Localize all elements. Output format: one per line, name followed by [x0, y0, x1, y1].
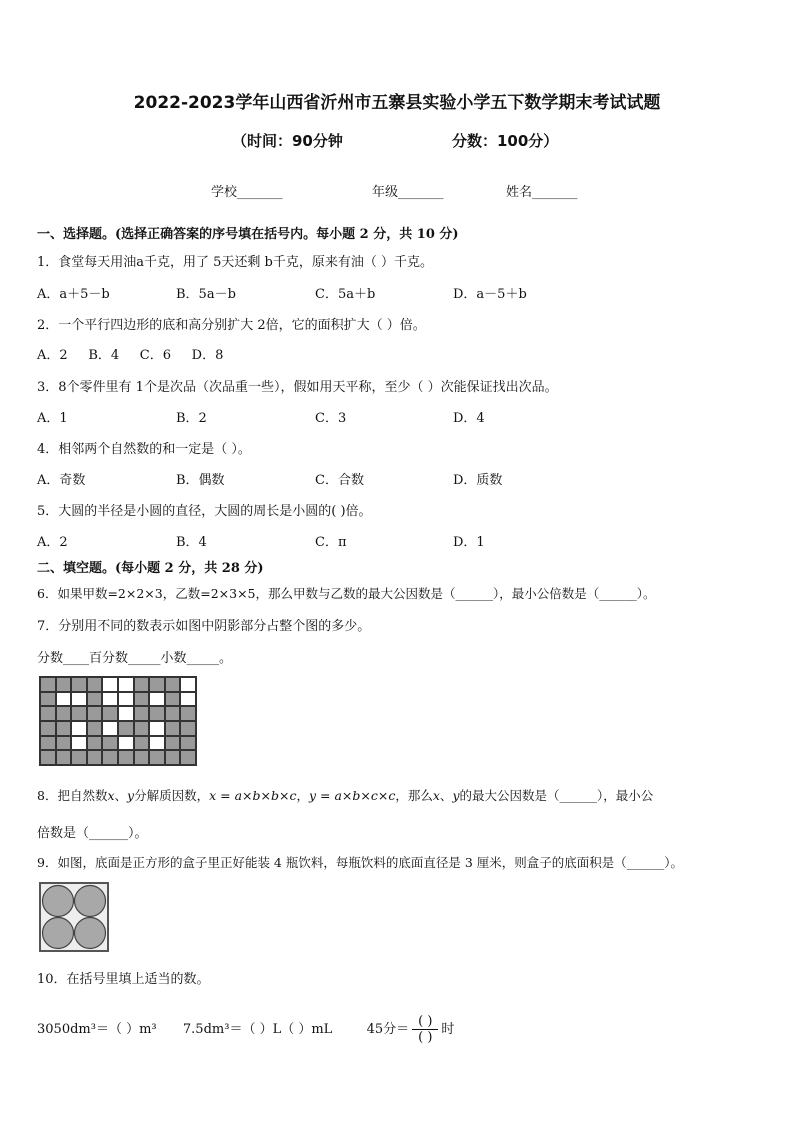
grid-cell	[180, 721, 196, 736]
grid-cell	[56, 750, 72, 765]
grid-cell	[40, 750, 56, 765]
q1-option-d[interactable]: D．a－5＋b	[453, 287, 527, 302]
grid-cell	[71, 736, 87, 751]
q1-option-c[interactable]: C．5a＋b	[315, 287, 376, 302]
q1-option-a[interactable]: A．a＋5－b	[37, 287, 110, 302]
q3-option-c[interactable]: C．3	[315, 411, 347, 426]
question-4: 4．相邻两个自然数的和一定是（ ）。	[37, 442, 251, 457]
q10-fraction[interactable]	[412, 1014, 438, 1045]
grid-cell	[180, 692, 196, 707]
grid-cell	[149, 750, 165, 765]
q8-text-a: 8．把自然数	[37, 788, 108, 803]
grid-cell	[134, 736, 150, 751]
grid-cell	[165, 677, 181, 692]
q8-text-b-2: 、	[439, 788, 453, 803]
q10-volume-2[interactable]: 7.5dm³＝（ ）L（ ）mL	[182, 1022, 333, 1037]
grid-cell	[118, 736, 134, 751]
q8-equation-y: y = a×b×c×c	[308, 788, 396, 803]
section1-heading: 一、选择题。(选择正确答案的序号填在括号内。每小题 2 分，共 10 分)	[37, 227, 459, 242]
grid-cell	[56, 677, 72, 692]
q8-var-y-2: y	[452, 788, 460, 803]
grid-cell	[180, 677, 196, 692]
grid-cell	[118, 677, 134, 692]
grid-cell	[165, 750, 181, 765]
grid-cell	[180, 706, 196, 721]
q4-option-b[interactable]: B．偶数	[176, 473, 225, 488]
grid-cell	[56, 706, 72, 721]
question-8-line2: 倍数是（______）。	[37, 826, 148, 841]
grid-cell	[40, 736, 56, 751]
grid-cell	[165, 706, 181, 721]
q3-option-b[interactable]: B．2	[176, 411, 207, 426]
q8-equation-x: x = a×b×b×c	[209, 788, 297, 803]
q8-text-d: ，	[296, 788, 309, 803]
grid-cell	[87, 721, 103, 736]
q4-option-a[interactable]: A．奇数	[37, 473, 86, 488]
grid-cell	[102, 721, 118, 736]
q8-text-e: ，那么	[395, 788, 433, 803]
grid-cell	[56, 736, 72, 751]
fraction-numerator[interactable]: ( )	[412, 1014, 438, 1030]
q8-text-b: 、	[114, 788, 128, 803]
grid-cell	[56, 721, 72, 736]
shaded-grid-figure	[39, 676, 197, 766]
grid-cell	[149, 721, 165, 736]
grid-cell	[71, 750, 87, 765]
question-10: 10．在括号里填上适当的数。	[37, 972, 210, 987]
question-1: 1．食堂每天用油a千克，用了 5天还剩 b千克，原来有油（ ）千克。	[37, 255, 434, 270]
q5-option-b[interactable]: B．4	[176, 535, 207, 550]
q8-var-x: x	[107, 788, 115, 803]
grid-cell	[40, 677, 56, 692]
grid-cell	[87, 706, 103, 721]
grid-cell	[102, 750, 118, 765]
question-2: 2．一个平行四边形的底和高分别扩大 2倍，它的面积扩大（ ）倍。	[37, 318, 426, 333]
grid-cell	[165, 736, 181, 751]
grid-cell	[102, 706, 118, 721]
q8-text-f: 的最大公因数是（______），最小公	[459, 788, 654, 803]
q1-option-b[interactable]: B．5a－b	[176, 287, 236, 302]
question-10-blanks	[37, 1014, 454, 1045]
q5-option-a[interactable]: A．2	[37, 535, 68, 550]
grid-cell	[149, 692, 165, 707]
grid-cell	[118, 706, 134, 721]
grid-cell	[134, 677, 150, 692]
q4-option-d[interactable]: D．质数	[453, 473, 503, 488]
grid-cell	[180, 736, 196, 751]
grid-cell	[87, 750, 103, 765]
fraction-denominator[interactable]: ( )	[418, 1030, 433, 1045]
four-circles-icon	[41, 884, 107, 950]
exam-score: 分数：100分）	[452, 132, 559, 150]
q10-time-label: 45分＝	[366, 1022, 410, 1037]
school-field[interactable]: 学校_______	[211, 185, 283, 200]
q4-option-c[interactable]: C．合数	[315, 473, 364, 488]
grid-cell	[71, 692, 87, 707]
grid-cell	[149, 677, 165, 692]
q8-var-x-2: x	[432, 788, 440, 803]
question-3: 3．8个零件里有 1个是次品（次品重一些），假如用天平称，至少（ ）次能保证找出次品。	[37, 380, 558, 395]
grid-cell	[134, 706, 150, 721]
grid-cell	[102, 692, 118, 707]
grid-cell	[134, 750, 150, 765]
grid-cell	[102, 677, 118, 692]
grid-cell	[180, 750, 196, 765]
q10-unit: 时	[441, 1022, 455, 1037]
grid-cell	[118, 692, 134, 707]
grid-cell	[40, 721, 56, 736]
grade-field[interactable]: 年级_______	[372, 185, 444, 200]
question-5: 5．大圆的半径是小圆的直径，大圆的周长是小圆的( )倍。	[37, 504, 372, 519]
page-title: 2022-2023学年山西省沂州市五寨县实验小学五下数学期末考试试题	[133, 93, 661, 113]
q8-text-c: 分解质因数，	[134, 788, 210, 803]
section2-heading: 二、填空题。(每小题 2 分，共 28 分)	[37, 561, 264, 576]
question-9: 9．如图，底面是正方形的盒子里正好能装 4 瓶饮料，每瓶饮料的底面直径是 3 厘米，则盒子的底面积是（______）。	[37, 855, 684, 870]
q10-volume-1[interactable]: 3050dm³＝（ ）m³	[37, 1022, 157, 1037]
question-7-blanks[interactable]: 分数____百分数_____小数_____。	[37, 651, 233, 666]
grid-cell	[149, 736, 165, 751]
grid-cell	[40, 706, 56, 721]
q2-options[interactable]: A．2 B．4 C．6 D．8	[37, 348, 224, 363]
q3-option-d[interactable]: D．4	[453, 411, 485, 426]
q3-option-a[interactable]: A．1	[37, 411, 68, 426]
grid-cell	[87, 736, 103, 751]
grid-cell	[165, 721, 181, 736]
exam-time: （时间：90分钟	[232, 132, 343, 150]
grid-cell	[134, 721, 150, 736]
grid-cell	[71, 721, 87, 736]
grid-cell	[71, 706, 87, 721]
grid-cell	[87, 677, 103, 692]
question-8	[37, 786, 653, 804]
grid-cell	[118, 721, 134, 736]
grid-cell	[149, 706, 165, 721]
q5-option-d[interactable]: D．1	[453, 535, 485, 550]
grid-cell	[134, 692, 150, 707]
box-with-four-bottles-figure	[39, 882, 109, 952]
grid-cell	[87, 692, 103, 707]
grid-cell	[118, 750, 134, 765]
q8-var-y: y	[127, 788, 135, 803]
grid-cell	[102, 736, 118, 751]
grid-cell	[165, 692, 181, 707]
q5-option-c[interactable]: C．π	[315, 535, 347, 550]
question-7: 7．分别用不同的数表示如图中阴影部分占整个图的多少。	[37, 619, 371, 634]
name-field[interactable]: 姓名_______	[506, 185, 578, 200]
grid-cell	[71, 677, 87, 692]
grid-cell	[56, 692, 72, 707]
question-6: 6．如果甲数=2×2×3，乙数=2×3×5，那么甲数与乙数的最大公因数是（______），最小公倍数是（______）。	[37, 586, 656, 601]
grid-cell	[40, 692, 56, 707]
